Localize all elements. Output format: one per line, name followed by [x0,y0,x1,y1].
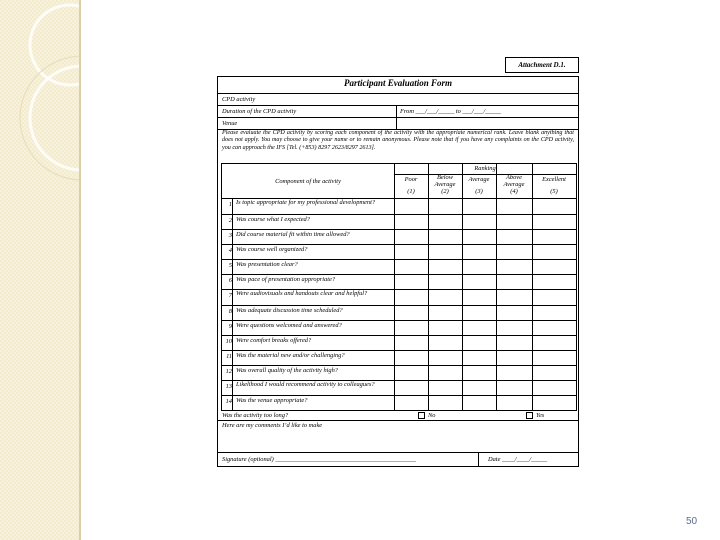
question-number: 4 [228,247,232,254]
question-number: 8 [228,308,232,315]
question-number: 6 [228,277,232,284]
rank-excellent-label: Excellent [542,176,566,183]
date-field[interactable]: Date ____/____/_____ [488,456,548,463]
cpd-activity-label: CPD activity [222,96,256,103]
rank-average-num: (3) [475,188,483,195]
rank-above-average-num: (4) [510,188,518,195]
rank-above-average-label: Above Average [503,174,525,188]
question-number: 1 [228,201,232,208]
comments-label: Here are my comments I’d like to make [222,422,323,429]
question-number: 3 [228,232,232,239]
too-long-question: Was the activity too long? [222,412,289,419]
question-number: 9 [228,323,232,330]
question-number: 5 [228,262,232,269]
form-title: Participant Evaluation Form [343,78,453,88]
question-text: Likelihood I would recommend activity to colleagues? [236,381,375,388]
venue-label: Venue [222,120,238,127]
rank-average-label: Average [468,176,490,183]
rank-below-average-num: (2) [441,188,449,195]
signature-field[interactable]: Signature (optional) ____________________________________________ [222,456,416,463]
question-number: 14 [225,398,232,405]
rank-poor-num: (1) [407,188,415,195]
rank-poor-label: Poor [404,176,418,183]
comments-field[interactable] [222,432,572,452]
question-text: Did course material fit within time allowed? [236,231,350,238]
duration-field[interactable]: From ___/___/_____ to ___/___/_____ [400,108,502,115]
question-number: 10 [225,338,232,345]
no-option[interactable] [418,412,435,420]
decorative-sidebar [0,0,79,540]
question-text: Was presentation clear? [236,261,298,268]
question-number: 7 [228,292,232,299]
question-text: Was the material new and/or challenging? [236,352,345,359]
rank-excellent-num: (5) [550,188,558,195]
duration-label: Duration of the CPD activity [222,108,297,115]
no-checkbox[interactable] [418,412,425,419]
ranking-table [221,163,577,411]
decorative-circles [0,0,79,540]
ranking-header: Ranking [474,165,496,172]
question-number: 2 [228,217,232,224]
question-text: Was overall quality of the activity high? [236,367,338,374]
no-label: No [428,412,436,419]
question-number: 11 [226,353,232,360]
yes-label: Yes [536,412,545,419]
question-text: Is topic appropriate for my professional development? [236,199,376,206]
question-number: 13 [225,383,232,390]
question-number: 12 [225,368,232,375]
rank-below-average-label: Below Average [434,174,456,188]
page-number: 50 [686,516,698,527]
yes-checkbox[interactable] [526,412,533,419]
question-text: Was the venue appropriate? [236,397,308,404]
question-text: Was course well organized? [236,246,308,253]
component-header: Component of the activity [275,178,341,185]
question-text: Was pace of presentation appropriate? [236,276,336,283]
question-text: Were questions welcomed and answered? [236,322,342,329]
question-text: Was course what I expected? [236,216,310,223]
evaluation-form [217,76,579,467]
sidebar-divider [79,0,81,540]
question-text: Were comfort breaks offered? [236,337,312,344]
instructions-text: Please evaluate the CPD activity by scoring each component of the activity with the appropriate numerical rank. Leave blank anything that does not apply. You may choose to give your name or to remain anonymous. Please note that if you have any complaints on the CPD activity, you can approach the IFS [Tel. (+853) 8297 2623/8297 2613]. [222,130,574,151]
yes-option[interactable] [526,412,544,420]
attachment-label: Attachment D.1. [505,57,579,73]
question-text: Were audiovisuals and handouts clear and helpful? [236,290,368,297]
question-text: Was adequate discussion time scheduled? [236,307,343,314]
